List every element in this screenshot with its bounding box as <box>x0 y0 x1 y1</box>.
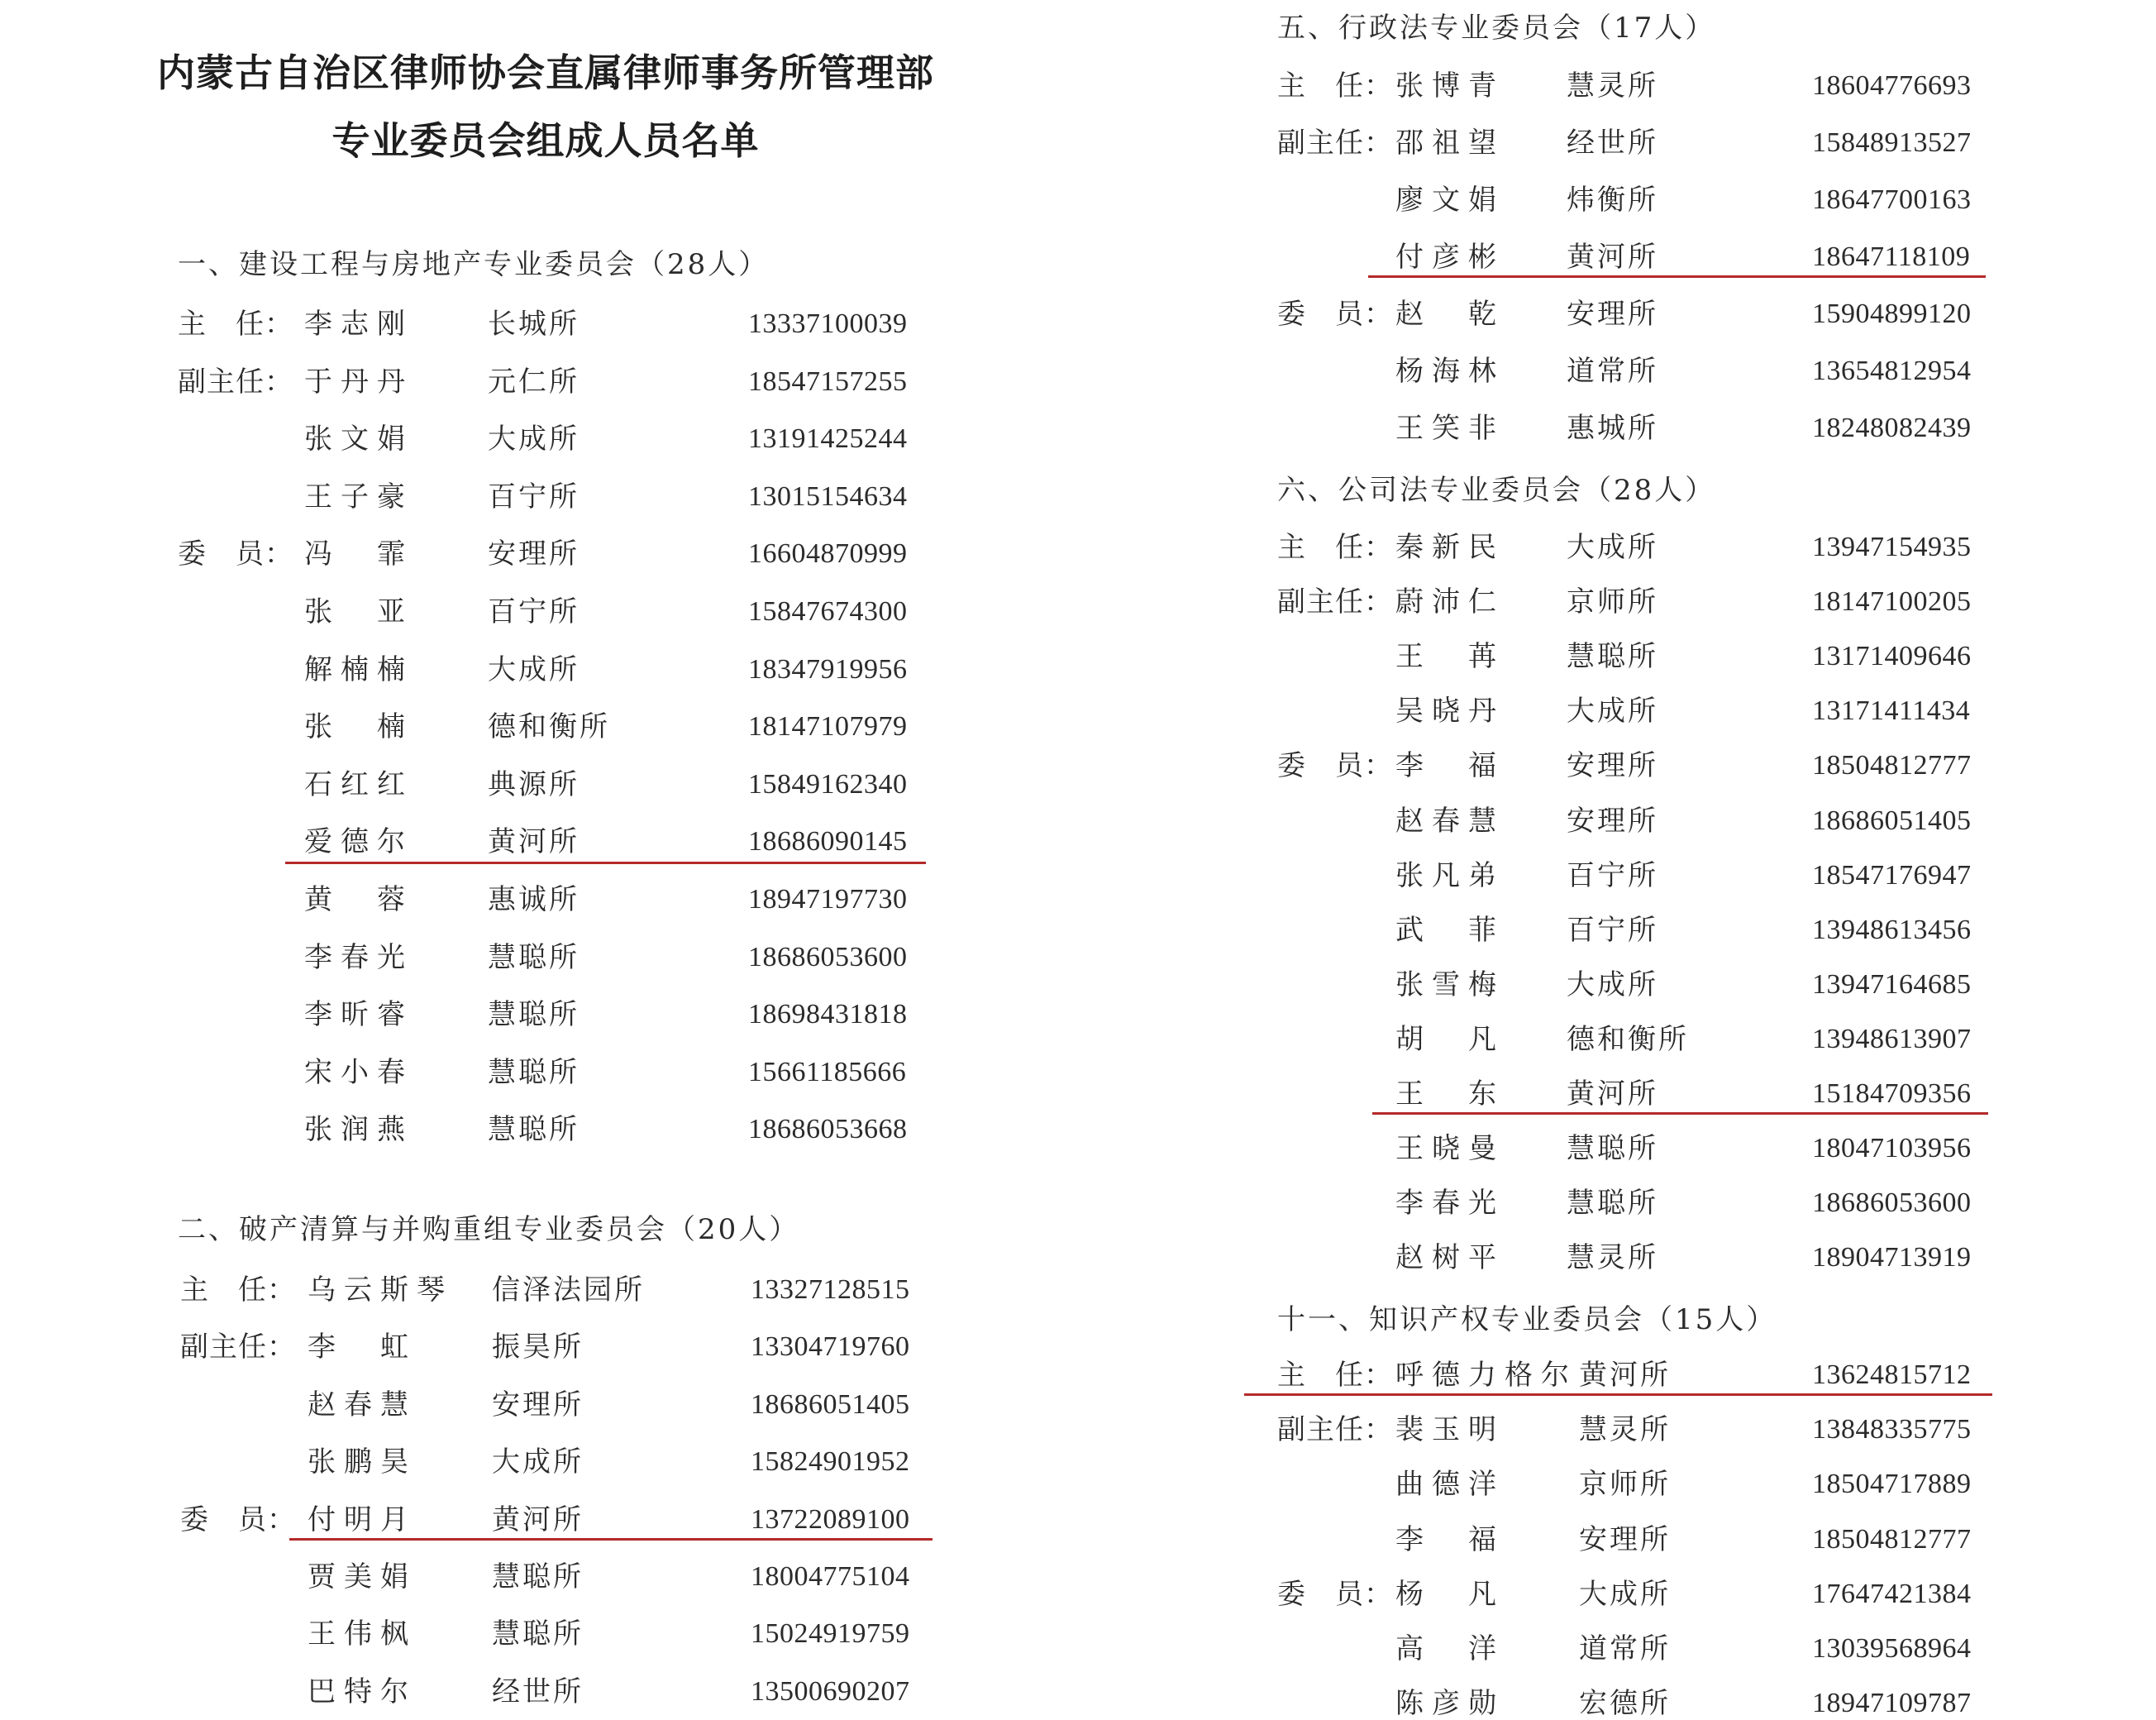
member-firm: 慧聪所 <box>488 941 580 974</box>
member-phone: 18547157255 <box>748 366 908 397</box>
member-firm: 慧灵所 <box>1567 1241 1658 1274</box>
member-phone: 13191425244 <box>748 423 908 454</box>
member-phone: 18604776693 <box>1812 70 1972 101</box>
member-name: 乌云斯琴 <box>308 1273 453 1307</box>
member-phone: 18347919956 <box>748 654 908 685</box>
page-subtitle: 专业委员会组成人员名单 <box>332 118 760 163</box>
member-firm: 安理所 <box>1567 298 1658 331</box>
member-name: 蔚沛仁 <box>1395 585 1505 619</box>
section-heading: 六、公司法专业委员会（28人） <box>1277 474 1716 507</box>
member-name: 呼德力格尔 <box>1395 1359 1577 1392</box>
member-firm: 百宁所 <box>488 480 580 514</box>
member-firm: 慧灵所 <box>1579 1413 1671 1446</box>
member-phone: 18904713919 <box>1812 1242 1972 1273</box>
member-name: 邵祖望 <box>1395 127 1505 160</box>
member-name: 张雪梅 <box>1395 968 1505 1001</box>
member-phone: 15849162340 <box>748 769 908 800</box>
member-role: 委 员： <box>180 1503 296 1536</box>
red-underline <box>1368 275 1986 278</box>
member-phone: 18647118109 <box>1812 241 1971 272</box>
member-name: 张鹏昊 <box>308 1445 417 1479</box>
member-firm: 黄河所 <box>1567 1077 1658 1111</box>
member-name: 王子豪 <box>304 480 413 514</box>
member-name: 宋小春 <box>304 1056 413 1089</box>
member-name: 杨海林 <box>1395 355 1505 388</box>
member-name: 付彦彬 <box>1395 241 1505 274</box>
member-name: 张文娟 <box>304 423 413 456</box>
member-name: 秦新民 <box>1395 531 1505 564</box>
member-phone: 18504717889 <box>1812 1469 1972 1499</box>
member-name: 王伟枫 <box>308 1617 417 1651</box>
member-name: 李 福 <box>1395 749 1505 782</box>
member-role: 委 员： <box>178 538 293 571</box>
member-phone: 18686053600 <box>1812 1187 1972 1218</box>
member-firm: 大成所 <box>492 1445 584 1479</box>
member-phone: 18147107979 <box>748 711 908 742</box>
member-firm: 长城所 <box>488 308 580 341</box>
member-name: 李志刚 <box>304 308 413 341</box>
member-phone: 13304719760 <box>751 1331 910 1362</box>
member-phone: 18686051405 <box>751 1389 910 1420</box>
member-phone: 15024919759 <box>751 1618 910 1649</box>
member-name: 张 楠 <box>304 710 413 743</box>
member-firm: 安理所 <box>1567 749 1658 782</box>
member-name: 张凡弟 <box>1395 859 1505 892</box>
member-phone: 13039568964 <box>1812 1633 1972 1664</box>
member-firm: 安理所 <box>1567 805 1658 838</box>
member-phone: 13848335775 <box>1812 1414 1972 1445</box>
member-firm: 黄河所 <box>1567 241 1658 274</box>
member-phone: 13327128515 <box>751 1274 910 1305</box>
member-name: 胡 凡 <box>1395 1023 1505 1056</box>
member-name: 杨 凡 <box>1395 1578 1505 1611</box>
member-firm: 慧聪所 <box>1567 1132 1658 1165</box>
member-firm: 安理所 <box>1579 1523 1671 1556</box>
member-firm: 德和衡所 <box>488 710 610 743</box>
member-firm: 惠诚所 <box>488 883 580 916</box>
member-name: 吴晓丹 <box>1395 695 1505 728</box>
red-underline <box>1372 1112 1988 1115</box>
member-phone: 13171409646 <box>1812 641 1972 671</box>
member-firm: 大成所 <box>1567 531 1658 564</box>
member-phone: 18504812777 <box>1812 1524 1972 1555</box>
member-name: 贾美娟 <box>308 1560 417 1593</box>
member-phone: 18504812777 <box>1812 750 1972 781</box>
page-title: 内蒙古自治区律师协会直属律师事务所管理部 <box>157 50 934 95</box>
member-phone: 18686053668 <box>748 1114 908 1144</box>
member-role: 副主任： <box>178 366 293 399</box>
member-name: 李 福 <box>1395 1523 1505 1556</box>
member-phone: 13171411434 <box>1812 695 1971 726</box>
member-phone: 18947197730 <box>748 884 908 915</box>
member-firm: 黄河所 <box>492 1503 584 1536</box>
member-firm: 安理所 <box>492 1388 584 1421</box>
member-role: 主 任： <box>180 1273 296 1307</box>
member-name: 于丹丹 <box>304 366 413 399</box>
member-phone: 15184709356 <box>1812 1078 1972 1109</box>
member-name: 武 菲 <box>1395 914 1505 947</box>
member-firm: 大成所 <box>1567 968 1658 1001</box>
member-firm: 百宁所 <box>1567 859 1658 892</box>
member-name: 冯 霏 <box>304 538 413 571</box>
member-firm: 慧聪所 <box>492 1617 584 1651</box>
member-phone: 16604870999 <box>748 538 908 569</box>
member-firm: 道常所 <box>1567 355 1658 388</box>
member-phone: 18698431818 <box>748 999 908 1030</box>
member-phone: 15824901952 <box>751 1446 910 1477</box>
red-underline <box>1244 1393 1992 1396</box>
member-phone: 17647421384 <box>1812 1579 1972 1609</box>
member-name: 裴玉明 <box>1395 1413 1505 1446</box>
member-phone: 13624815712 <box>1812 1359 1972 1390</box>
member-firm: 大成所 <box>488 653 580 686</box>
member-name: 王笑非 <box>1395 412 1505 445</box>
member-firm: 慧灵所 <box>1567 69 1658 103</box>
member-role: 委 员： <box>1277 298 1393 331</box>
member-phone: 18686051405 <box>1812 805 1972 836</box>
member-phone: 18947109787 <box>1812 1688 1972 1718</box>
member-firm: 典源所 <box>488 768 580 801</box>
member-phone: 13337100039 <box>748 308 908 339</box>
member-phone: 15661185666 <box>748 1057 907 1087</box>
member-role: 主 任： <box>1277 69 1393 103</box>
member-name: 赵春慧 <box>1395 805 1505 838</box>
member-name: 付明月 <box>308 1503 417 1536</box>
member-firm: 慧聪所 <box>488 998 580 1031</box>
member-firm: 慧聪所 <box>488 1113 580 1146</box>
section-heading: 五、行政法专业委员会（17人） <box>1277 12 1716 45</box>
member-name: 赵树平 <box>1395 1241 1505 1274</box>
member-role: 副主任： <box>1277 127 1393 160</box>
member-firm: 经世所 <box>1567 127 1658 160</box>
member-firm: 慧聪所 <box>492 1560 584 1593</box>
member-firm: 慧聪所 <box>488 1056 580 1089</box>
member-firm: 炜衡所 <box>1567 184 1658 217</box>
member-phone: 13015154634 <box>748 481 908 512</box>
section-heading: 一、建设工程与房地产专业委员会（28人） <box>178 248 770 281</box>
member-name: 李 虹 <box>308 1331 417 1364</box>
section-heading: 二、破产清算与并购重组专业委员会（20人） <box>178 1213 800 1246</box>
member-firm: 黄河所 <box>1579 1359 1671 1392</box>
member-firm: 慧聪所 <box>1567 640 1658 673</box>
member-phone: 13500690207 <box>751 1676 910 1707</box>
member-name: 李昕睿 <box>304 998 413 1031</box>
member-name: 陈彦勋 <box>1395 1687 1505 1720</box>
member-phone: 18248082439 <box>1812 413 1972 443</box>
member-firm: 京师所 <box>1567 585 1658 619</box>
member-firm: 大成所 <box>1579 1578 1671 1611</box>
member-name: 解楠楠 <box>304 653 413 686</box>
red-underline <box>285 862 926 864</box>
member-phone: 13947154935 <box>1812 532 1972 562</box>
member-firm: 道常所 <box>1579 1632 1671 1665</box>
member-phone: 15904899120 <box>1812 299 1972 329</box>
member-name: 巴特尔 <box>308 1675 417 1708</box>
member-firm: 百宁所 <box>488 595 580 628</box>
member-role: 副主任： <box>180 1331 296 1364</box>
member-role: 副主任： <box>1277 1413 1393 1446</box>
member-firm: 经世所 <box>492 1675 584 1708</box>
member-role: 委 员： <box>1277 749 1393 782</box>
member-name: 王 东 <box>1395 1077 1505 1111</box>
member-role: 副主任： <box>1277 585 1393 619</box>
member-role: 委 员： <box>1277 1578 1393 1611</box>
red-underline <box>289 1538 933 1541</box>
member-firm: 德和衡所 <box>1567 1023 1689 1056</box>
member-name: 石红红 <box>304 768 413 801</box>
member-firm: 安理所 <box>488 538 580 571</box>
member-firm: 振昊所 <box>492 1331 584 1364</box>
member-name: 黄 蓉 <box>304 883 413 916</box>
section-heading: 十一、知识产权专业委员会（15人） <box>1277 1303 1777 1336</box>
member-role: 主 任： <box>1277 1359 1393 1392</box>
member-name: 王 苒 <box>1395 640 1505 673</box>
member-firm: 宏德所 <box>1579 1687 1671 1720</box>
member-name: 张润燕 <box>304 1113 413 1146</box>
member-firm: 惠城所 <box>1567 412 1658 445</box>
member-phone: 18004775104 <box>751 1561 910 1592</box>
member-firm: 大成所 <box>488 423 580 456</box>
member-role: 主 任： <box>1277 531 1393 564</box>
member-phone: 13948613456 <box>1812 915 1972 945</box>
member-firm: 大成所 <box>1567 695 1658 728</box>
member-firm: 百宁所 <box>1567 914 1658 947</box>
member-firm: 慧聪所 <box>1567 1187 1658 1220</box>
member-phone: 13654812954 <box>1812 356 1972 386</box>
member-phone: 13948613907 <box>1812 1024 1972 1054</box>
member-name: 赵春慧 <box>308 1388 417 1421</box>
member-phone: 13947164685 <box>1812 969 1972 1000</box>
member-name: 张博青 <box>1395 69 1505 103</box>
member-phone: 13722089100 <box>751 1504 910 1535</box>
member-name: 王晓曼 <box>1395 1132 1505 1165</box>
member-phone: 18547176947 <box>1812 860 1972 891</box>
member-name: 李春光 <box>1395 1187 1505 1220</box>
member-name: 赵 乾 <box>1395 298 1505 331</box>
member-name: 张 亚 <box>304 595 413 628</box>
member-role: 主 任： <box>178 308 293 341</box>
member-name: 高 洋 <box>1395 1632 1505 1665</box>
member-name: 李春光 <box>304 941 413 974</box>
member-phone: 15847674300 <box>748 596 908 627</box>
member-phone: 18686053600 <box>748 942 908 972</box>
member-name: 廖文娟 <box>1395 184 1505 217</box>
member-firm: 京师所 <box>1579 1468 1671 1501</box>
member-firm: 元仁所 <box>488 366 580 399</box>
member-firm: 黄河所 <box>488 825 580 858</box>
member-firm: 信泽法园所 <box>492 1273 645 1307</box>
member-name: 曲德洋 <box>1395 1468 1505 1501</box>
member-phone: 18686090145 <box>748 826 908 857</box>
member-phone: 18147100205 <box>1812 586 1972 617</box>
member-phone: 18647700163 <box>1812 184 1972 215</box>
member-phone: 15848913527 <box>1812 127 1972 158</box>
member-name: 爱德尔 <box>304 825 413 858</box>
member-phone: 18047103956 <box>1812 1133 1972 1163</box>
